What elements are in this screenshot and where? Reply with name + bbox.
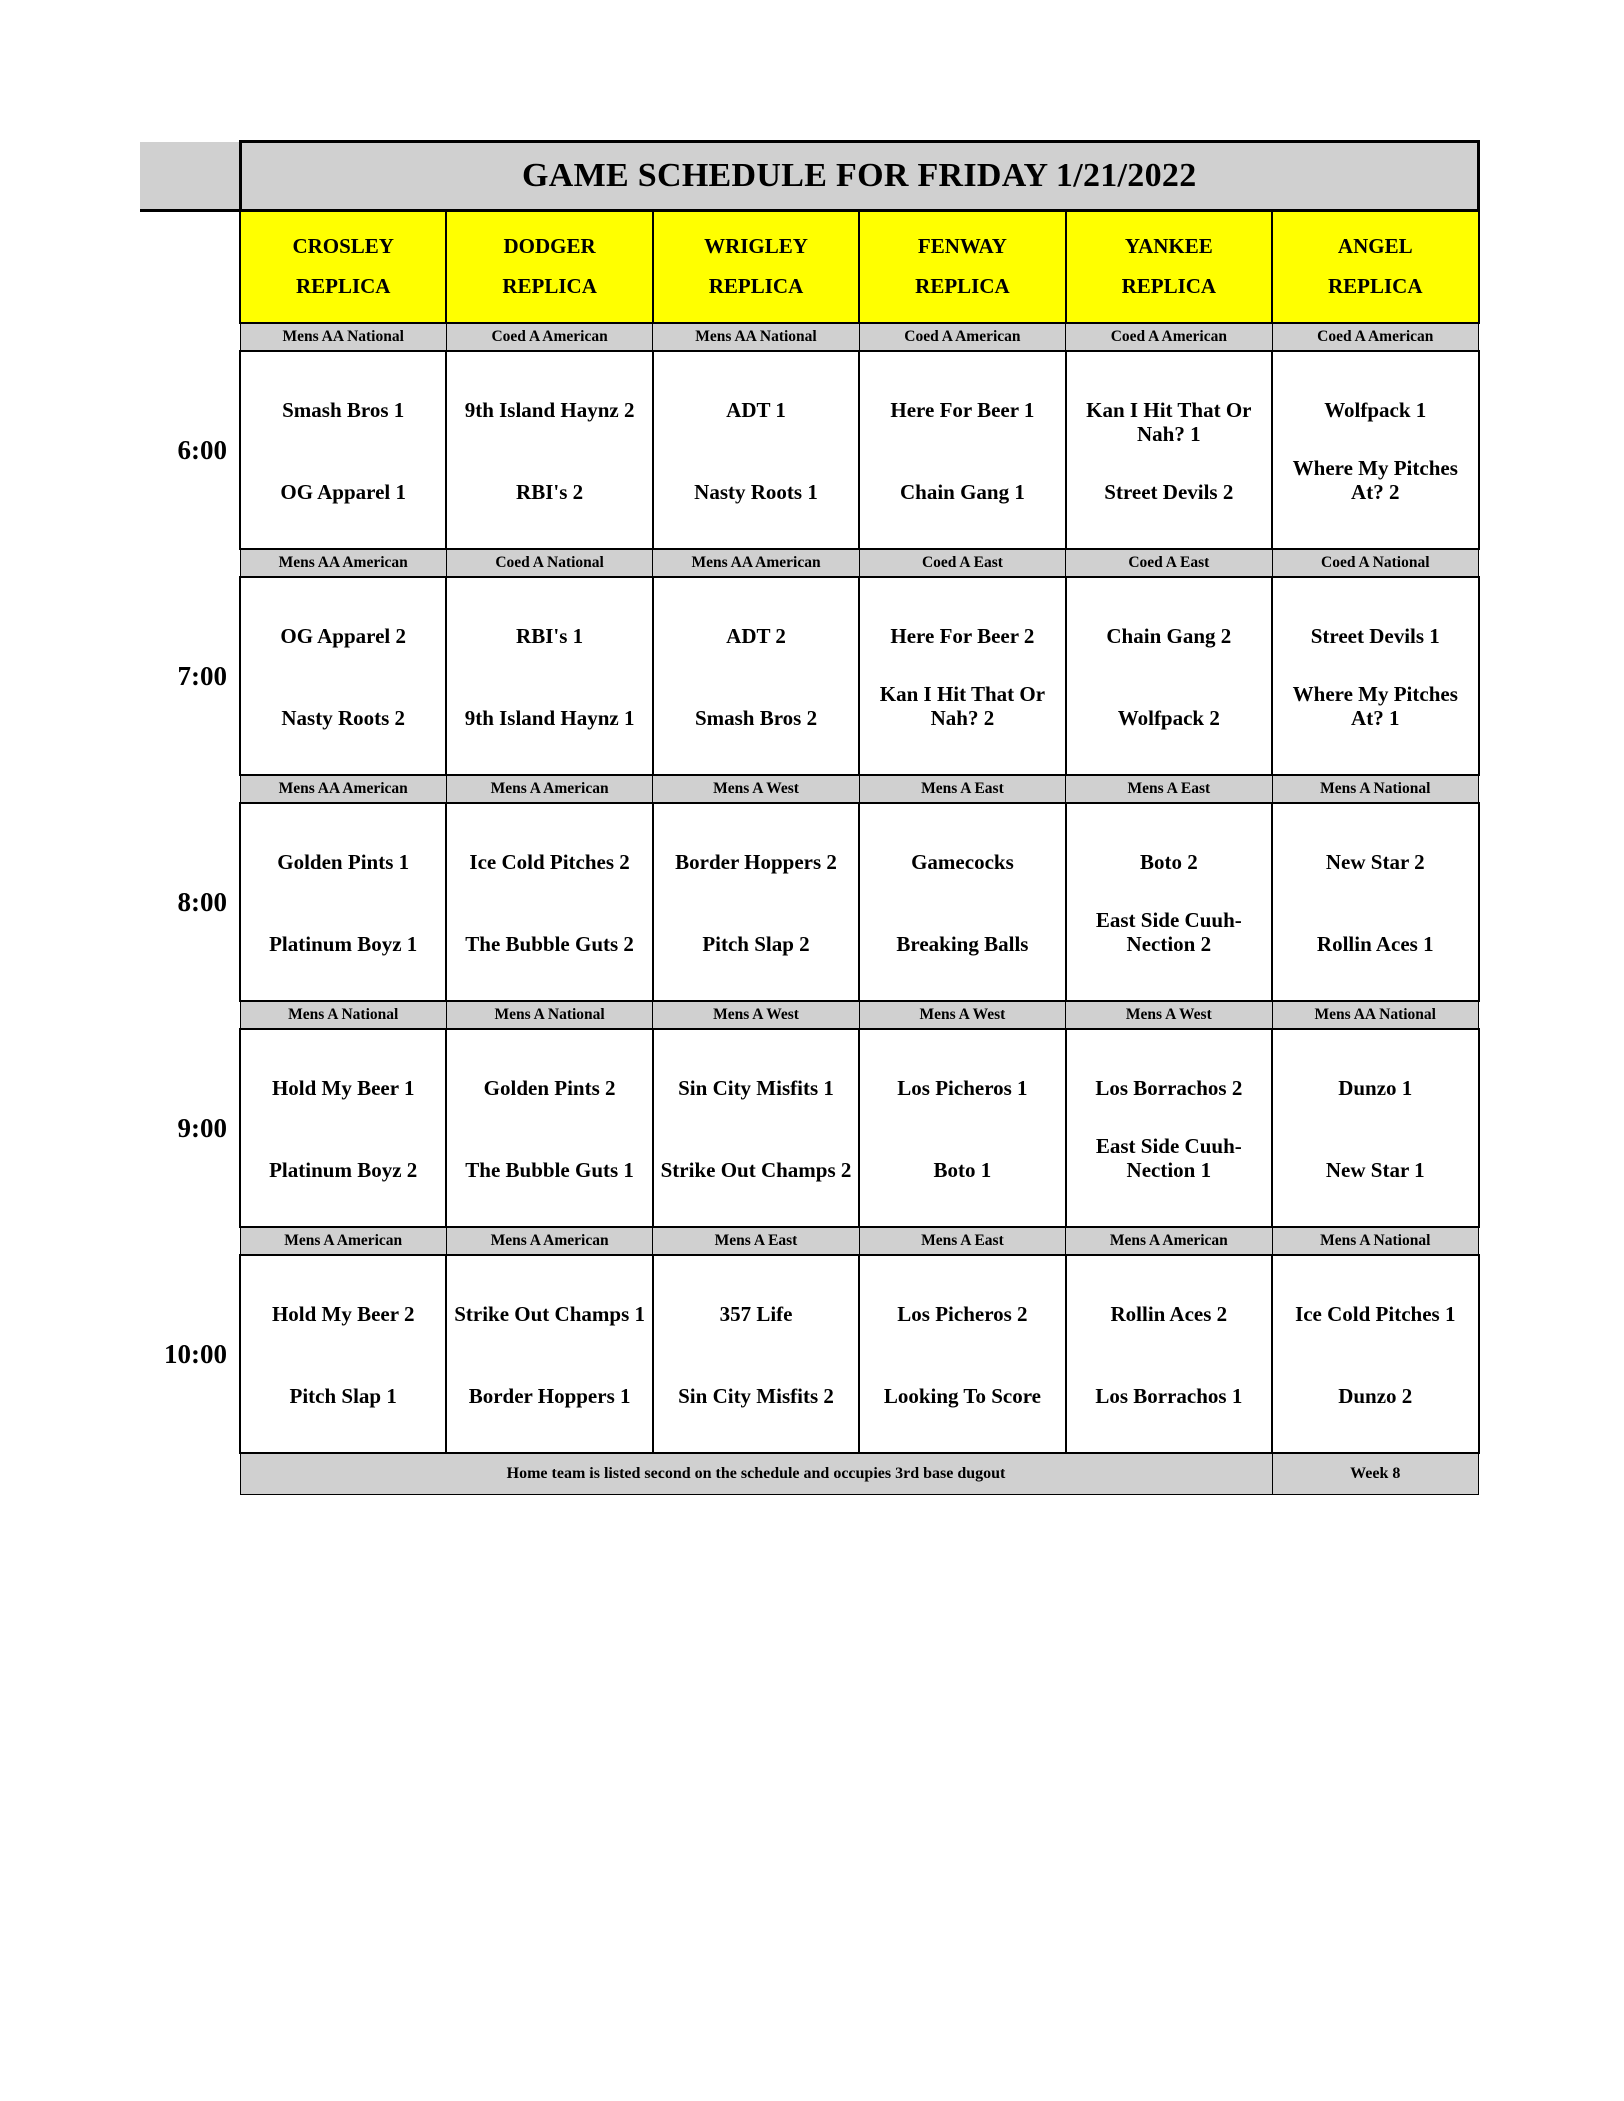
division-label: Mens AA American xyxy=(653,549,859,577)
division-label: Coed A East xyxy=(859,549,1065,577)
home-team: Street Devils 2 xyxy=(1104,479,1234,504)
field-header-fenway xyxy=(859,211,1065,324)
field-subtitle: REPLICA xyxy=(1328,274,1423,298)
home-team: Looking To Score xyxy=(883,1383,1041,1408)
home-team: OG Apparel 1 xyxy=(280,479,407,504)
game-cell xyxy=(653,351,859,549)
field-header-dodger xyxy=(446,211,652,324)
away-team: Sin City Misfits 1 xyxy=(678,1076,834,1100)
home-team: The Bubble Guts 1 xyxy=(465,1157,634,1182)
away-team: Ice Cold Pitches 1 xyxy=(1295,1302,1456,1326)
home-team: Platinum Boyz 1 xyxy=(269,931,418,956)
away-team: Here For Beer 2 xyxy=(890,624,1035,648)
page-title: GAME SCHEDULE FOR FRIDAY 1/21/2022 xyxy=(240,142,1479,211)
field-header-crosley xyxy=(240,211,446,324)
division-row-10 xyxy=(140,1227,1479,1255)
division-label: Coed A American xyxy=(1272,323,1478,351)
game-cell xyxy=(446,803,652,1001)
away-team: Hold My Beer 1 xyxy=(271,1076,415,1100)
division-label: Mens A American xyxy=(446,1227,652,1255)
division-label: Mens A American xyxy=(1066,1227,1272,1255)
field-name: CROSLEY xyxy=(292,234,394,259)
field-header-angel xyxy=(1272,211,1478,324)
division-label: Mens A East xyxy=(859,775,1065,803)
away-team: Dunzo 1 xyxy=(1338,1076,1413,1100)
game-row-7 xyxy=(140,577,1479,775)
division-label: Mens A American xyxy=(446,775,652,803)
field-subtitle: REPLICA xyxy=(502,274,597,298)
game-cell xyxy=(859,577,1065,775)
title-spacer xyxy=(140,142,240,211)
away-team: Los Picheros 2 xyxy=(897,1302,1028,1326)
away-team: Rollin Aces 2 xyxy=(1110,1302,1228,1326)
division-label: Coed A National xyxy=(446,549,652,577)
game-cell xyxy=(446,1029,652,1227)
away-team: Golden Pints 1 xyxy=(277,850,410,874)
division-label: Mens A National xyxy=(1272,775,1478,803)
division-label: Mens A American xyxy=(240,1227,446,1255)
schedule-sheet xyxy=(140,140,1480,1495)
game-cell xyxy=(1272,351,1478,549)
home-team: Boto 1 xyxy=(933,1157,992,1182)
time-label: 9:00 xyxy=(140,1029,240,1227)
away-team: 357 Life xyxy=(719,1302,793,1326)
home-team: RBI's 2 xyxy=(516,479,584,504)
division-row-9 xyxy=(140,1001,1479,1029)
away-team: ADT 2 xyxy=(726,624,786,648)
game-cell xyxy=(1272,803,1478,1001)
game-cell xyxy=(859,351,1065,549)
home-team: Kan I Hit That Or Nah? 2 xyxy=(879,681,1046,730)
division-label: Mens A West xyxy=(859,1001,1065,1029)
title-row xyxy=(140,142,1479,211)
game-cell xyxy=(1066,577,1272,775)
home-team: Nasty Roots 2 xyxy=(281,705,406,730)
away-team: Strike Out Champs 1 xyxy=(454,1302,645,1326)
game-cell xyxy=(240,351,446,549)
field-name: YANKEE xyxy=(1124,234,1213,259)
time-label: 6:00 xyxy=(140,351,240,549)
game-cell xyxy=(859,803,1065,1001)
game-row-10 xyxy=(140,1255,1479,1453)
field-subtitle: REPLICA xyxy=(1121,274,1217,298)
game-cell xyxy=(1066,803,1272,1001)
away-team: Kan I Hit That Or Nah? 1 xyxy=(1086,398,1252,447)
field-name: DODGER xyxy=(503,234,596,259)
away-team: Hold My Beer 2 xyxy=(271,1302,415,1326)
game-row-8 xyxy=(140,803,1479,1001)
home-team: Dunzo 2 xyxy=(1338,1383,1413,1408)
away-team: Los Picheros 1 xyxy=(897,1076,1028,1100)
division-label: Mens A National xyxy=(446,1001,652,1029)
home-team: Breaking Balls xyxy=(896,931,1029,956)
game-row-9 xyxy=(140,1029,1479,1227)
division-label: Mens A National xyxy=(1272,1227,1478,1255)
field-header-spacer xyxy=(140,211,240,324)
field-name: FENWAY xyxy=(917,234,1007,259)
away-team: Wolfpack 1 xyxy=(1324,398,1427,422)
game-cell xyxy=(240,1029,446,1227)
home-team: Platinum Boyz 2 xyxy=(269,1157,418,1182)
away-team: Golden Pints 2 xyxy=(483,1076,616,1100)
division-label: Coed A American xyxy=(1066,323,1272,351)
division-label: Mens AA National xyxy=(1272,1001,1478,1029)
away-team: Smash Bros 1 xyxy=(282,398,405,422)
footer-row xyxy=(140,1453,1479,1495)
game-cell xyxy=(1066,1029,1272,1227)
field-header-yankee xyxy=(1066,211,1272,324)
home-team: Where My Pitches At? 1 xyxy=(1292,681,1458,730)
field-header-row xyxy=(140,211,1479,324)
time-label: 10:00 xyxy=(140,1255,240,1453)
game-cell xyxy=(1272,1255,1478,1453)
home-team: Where My Pitches At? 2 xyxy=(1292,455,1458,504)
away-team: ADT 1 xyxy=(726,398,786,422)
away-team: OG Apparel 2 xyxy=(280,624,407,648)
away-team: Here For Beer 1 xyxy=(890,398,1035,422)
division-row-8 xyxy=(140,775,1479,803)
home-team: Los Borrachos 1 xyxy=(1095,1383,1243,1408)
division-label: Mens A East xyxy=(859,1227,1065,1255)
division-row-6 xyxy=(140,323,1479,351)
field-name: WRIGLEY xyxy=(704,234,808,259)
home-team: Smash Bros 2 xyxy=(694,705,818,730)
game-cell xyxy=(653,1255,859,1453)
home-team: Nasty Roots 1 xyxy=(694,479,818,504)
home-team: Chain Gang 1 xyxy=(899,479,1025,504)
home-team: Wolfpack 2 xyxy=(1117,705,1220,730)
game-cell xyxy=(653,577,859,775)
game-row-6 xyxy=(140,351,1479,549)
division-label: Mens A West xyxy=(653,775,859,803)
schedule-table xyxy=(140,140,1480,1495)
home-team: 9th Island Haynz 1 xyxy=(464,705,635,730)
game-cell xyxy=(446,577,652,775)
home-team: Sin City Misfits 2 xyxy=(678,1383,834,1408)
game-cell xyxy=(1066,1255,1272,1453)
division-label: Mens AA National xyxy=(240,323,446,351)
away-team: 9th Island Haynz 2 xyxy=(464,398,635,422)
division-label: Coed A American xyxy=(859,323,1065,351)
away-team: Gamecocks xyxy=(911,850,1014,874)
away-team: Los Borrachos 2 xyxy=(1095,1076,1243,1100)
home-team: Rollin Aces 1 xyxy=(1316,931,1434,956)
home-team: East Side Cuuh-Nection 2 xyxy=(1095,907,1242,956)
game-cell xyxy=(859,1255,1065,1453)
division-label: Mens A West xyxy=(1066,1001,1272,1029)
field-subtitle: REPLICA xyxy=(295,274,391,298)
game-cell xyxy=(859,1029,1065,1227)
home-team: East Side Cuuh-Nection 1 xyxy=(1095,1133,1242,1182)
away-team: Ice Cold Pitches 2 xyxy=(469,850,630,874)
game-cell xyxy=(240,803,446,1001)
away-team: Border Hoppers 2 xyxy=(675,850,837,874)
game-cell xyxy=(653,1029,859,1227)
field-header-wrigley xyxy=(653,211,859,324)
home-team: New Star 1 xyxy=(1325,1157,1425,1182)
time-label: 8:00 xyxy=(140,803,240,1001)
time-label: 7:00 xyxy=(140,577,240,775)
field-subtitle: REPLICA xyxy=(708,274,804,298)
game-cell xyxy=(446,351,652,549)
division-label: Mens AA American xyxy=(240,775,446,803)
away-team: RBI's 1 xyxy=(516,624,584,648)
division-label: Mens A National xyxy=(240,1001,446,1029)
footer-week: Week 8 xyxy=(1272,1453,1478,1495)
division-row-7 xyxy=(140,549,1479,577)
division-label: Coed A American xyxy=(446,323,652,351)
game-cell xyxy=(446,1255,652,1453)
game-cell xyxy=(240,1255,446,1453)
game-cell xyxy=(1066,351,1272,549)
away-team: Boto 2 xyxy=(1139,850,1198,874)
game-cell xyxy=(240,577,446,775)
away-team: Street Devils 1 xyxy=(1310,624,1440,648)
away-team: New Star 2 xyxy=(1325,850,1425,874)
game-cell xyxy=(653,803,859,1001)
division-label: Mens AA American xyxy=(240,549,446,577)
division-label: Mens AA National xyxy=(653,323,859,351)
division-label: Mens A East xyxy=(1066,775,1272,803)
field-subtitle: REPLICA xyxy=(915,274,1010,298)
division-label: Mens A East xyxy=(653,1227,859,1255)
home-team: Strike Out Champs 2 xyxy=(660,1157,852,1182)
footer-note: Home team is listed second on the schedule and occupies 3rd base dugout xyxy=(240,1453,1272,1495)
game-cell xyxy=(1272,577,1478,775)
field-name: ANGEL xyxy=(1337,234,1413,259)
division-label: Coed A National xyxy=(1272,549,1478,577)
home-team: The Bubble Guts 2 xyxy=(465,931,634,956)
home-team: Pitch Slap 2 xyxy=(702,931,810,956)
division-label: Coed A East xyxy=(1066,549,1272,577)
away-team: Chain Gang 2 xyxy=(1106,624,1232,648)
division-label: Mens A West xyxy=(653,1001,859,1029)
game-cell xyxy=(1272,1029,1478,1227)
home-team: Border Hoppers 1 xyxy=(468,1383,631,1408)
home-team: Pitch Slap 1 xyxy=(289,1383,397,1408)
